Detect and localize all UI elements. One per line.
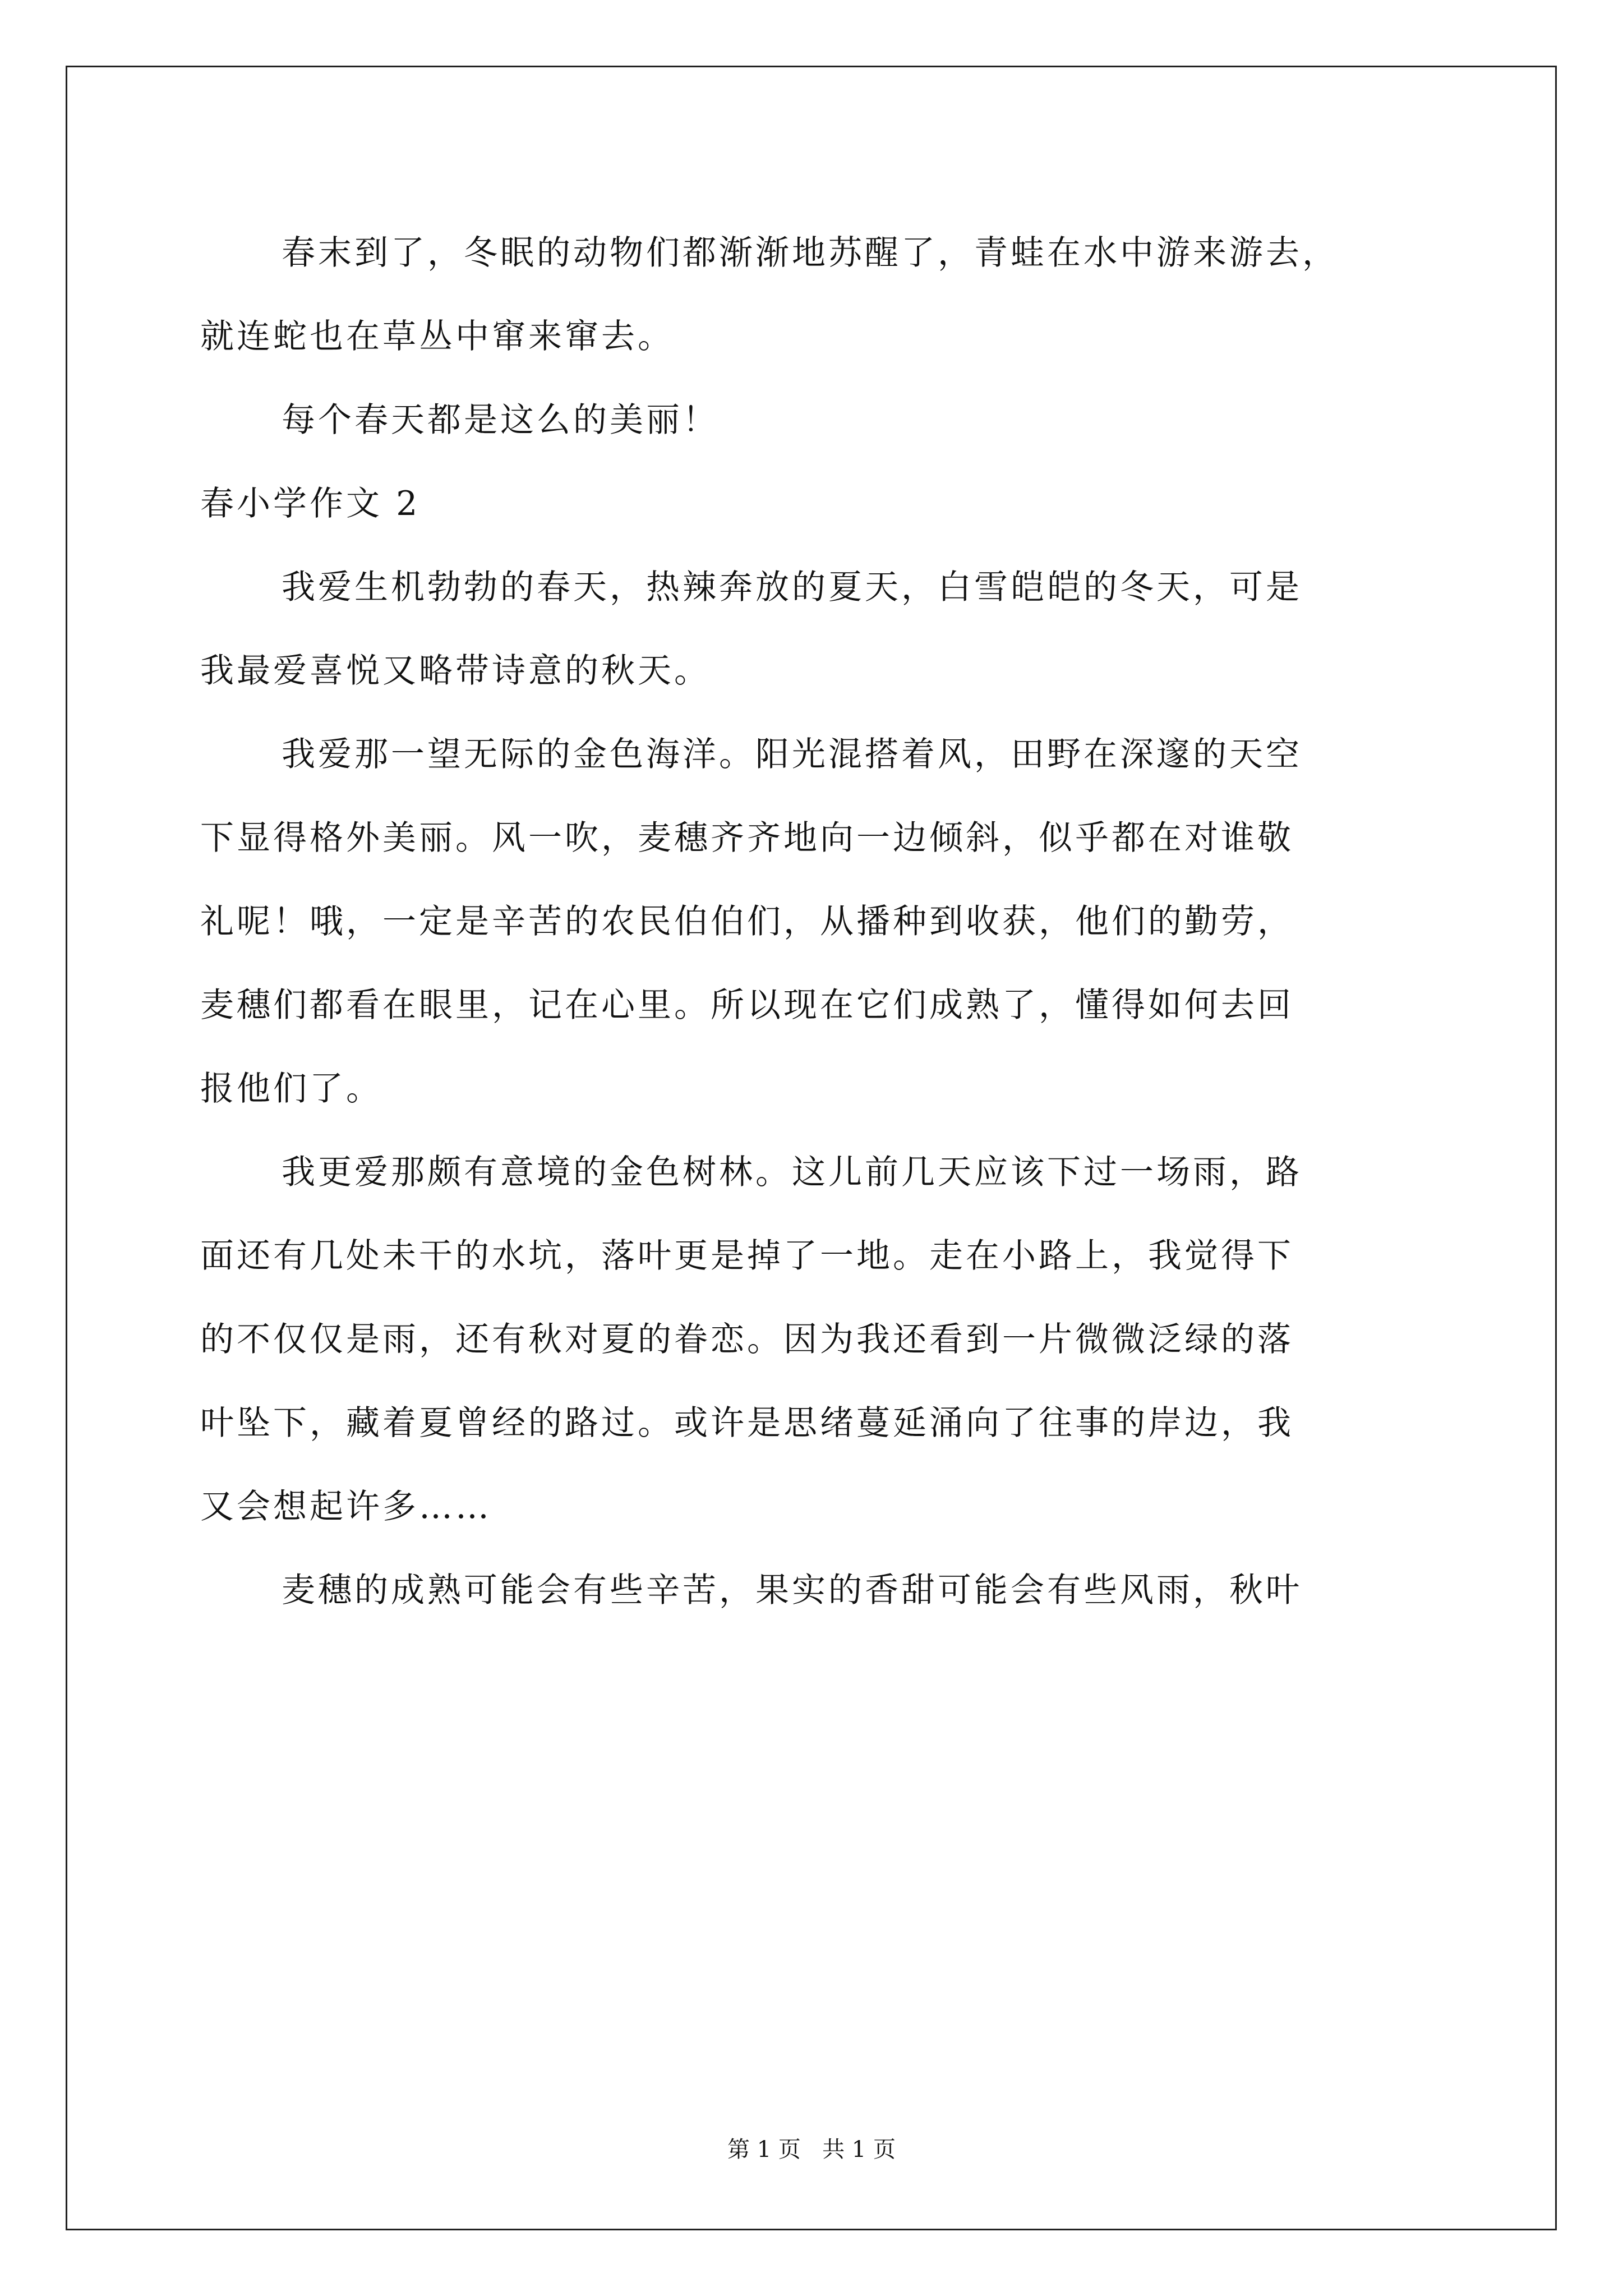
- text-line: 就连蛇也在草丛中窜来窜去。: [200, 317, 674, 356]
- text-line: 面还有几处未干的水坑，落叶更是掉了一地。走在小路上，我觉得下: [200, 1236, 1294, 1276]
- text-line: 我爱那一望无际的金色海洋。阳光混搭着风，田野在深邃的天空: [282, 735, 1302, 774]
- text-line: 报他们了。: [200, 1069, 382, 1108]
- text-line: 麦穗们都看在眼里，记在心里。所以现在它们成熟了，懂得如何去回: [200, 986, 1294, 1025]
- paragraph: [200, 546, 1434, 713]
- text-line: 春末到了，冬眠的动物们都渐渐地苏醒了，青蛙在水中游来游去，: [282, 233, 1339, 273]
- text-line: 礼呢！哦，一定是辛苦的农民伯伯们，从播种到收获，他们的勤劳，: [200, 902, 1294, 941]
- text-line: 我最爱喜悦又略带诗意的秋天。: [200, 651, 711, 691]
- page-footer: 第 1 页 共 1 页: [727, 2137, 896, 2162]
- heading-text: 春小学作文 2: [200, 484, 421, 523]
- paragraph: [200, 1549, 1434, 1632]
- text-line: 又会想起许多……: [200, 1487, 492, 1526]
- text-line: 的不仅仅是雨，还有秋对夏的眷恋。因为我还看到一片微微泛绿的落: [200, 1320, 1294, 1359]
- text-line: 每个春天都是这么的美丽！: [282, 401, 719, 440]
- paragraph: [200, 1131, 1434, 1549]
- paragraph: [200, 379, 1434, 462]
- text-line: 下显得格外美丽。风一吹，麦穗齐齐地向一边倾斜，似乎都在对谁敬: [200, 818, 1294, 858]
- document-body: [200, 211, 1434, 1632]
- section-heading: [200, 462, 1434, 546]
- text-line: 叶坠下，藏着夏曾经的路过。或许是思绪蔓延涌向了往事的岸边，我: [200, 1404, 1294, 1443]
- paragraph: [200, 713, 1434, 1131]
- text-line: 麦穗的成熟可能会有些辛苦，果实的香甜可能会有些风雨，秋叶: [282, 1571, 1302, 1610]
- text-line: 我爱生机勃勃的春天，热辣奔放的夏天，白雪皑皑的冬天，可是: [282, 568, 1302, 607]
- text-line: 我更爱那颇有意境的金色树林。这儿前几天应该下过一场雨，路: [282, 1153, 1302, 1192]
- paragraph: [200, 211, 1434, 379]
